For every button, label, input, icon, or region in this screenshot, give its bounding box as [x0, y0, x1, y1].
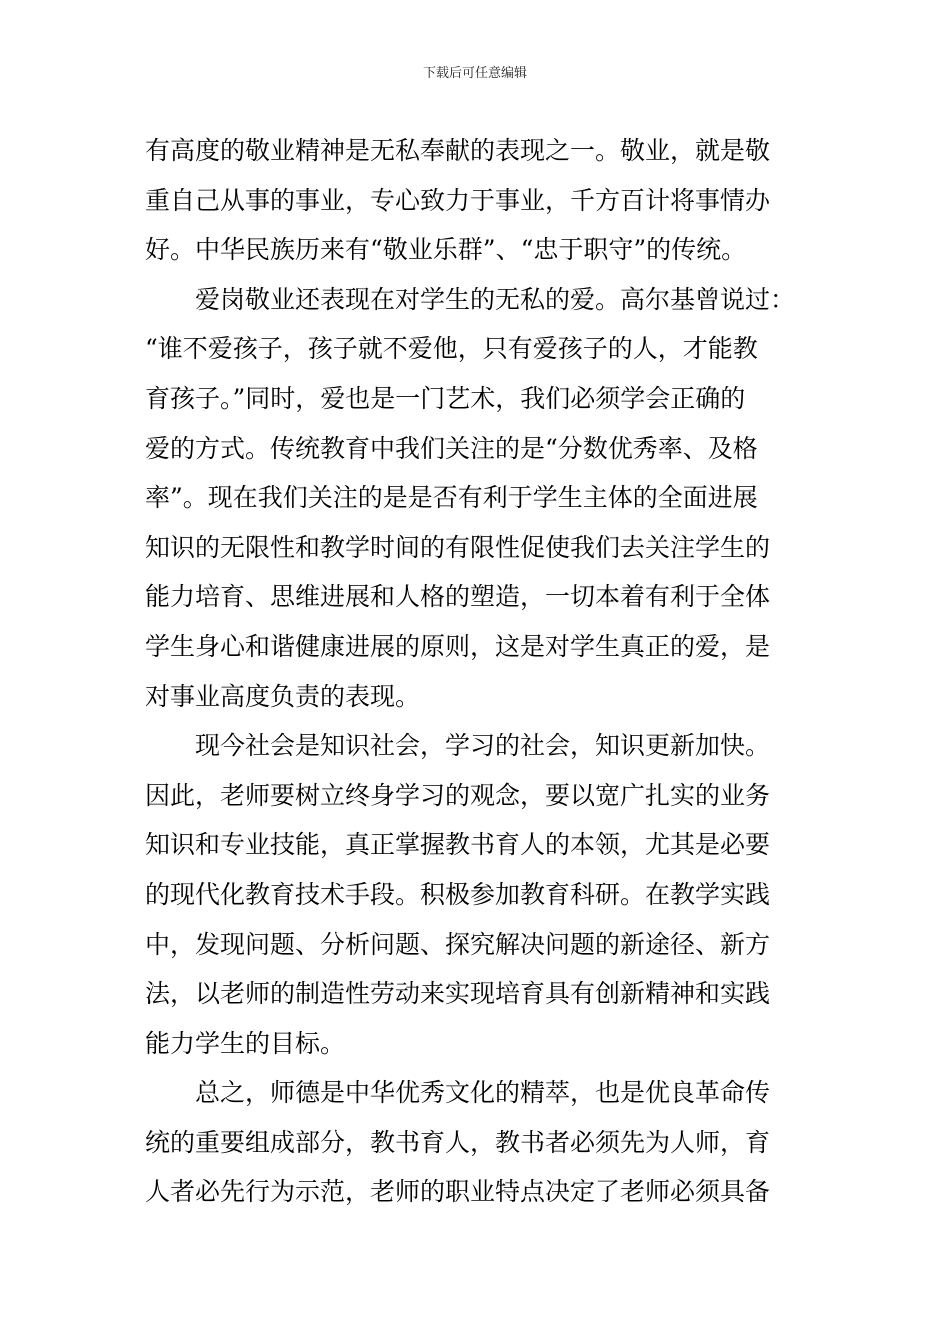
- paragraph-3-line-4: 的现代化教育技术手段。积极参加教育科研。在教学实践: [145, 879, 771, 909]
- paragraph-3-line-3: 知识和专业技能，真正掌握教书育人的本领，尤其是必要: [145, 830, 771, 860]
- paragraph-3-line-7: 能力学生的目标。: [145, 1028, 346, 1058]
- paragraph-3-line-5: 中，发现问题、分析问题、探究解决问题的新途径、新方: [145, 929, 771, 959]
- paragraph-1-line-3: 好。中华民族历来有“敬业乐群”、“忠于职守”的传统。: [145, 235, 747, 265]
- paragraph-2-line-1: 爱岗敬业还表现在对学生的无私的爱。高尔基曾说过：: [195, 284, 796, 314]
- paragraph-2-line-2: “谁不爱孩子，孩子就不爱他，只有爱孩子的人，才能教: [145, 334, 758, 364]
- paragraph-3-line-1: 现今社会是知识社会，学习的社会，知识更新加快。: [195, 731, 771, 761]
- page-header-note: 下载后可任意编辑: [422, 66, 527, 81]
- paragraph-1-line-2: 重自己从事的事业，专心致力于事业，千方百计将事情办: [145, 185, 771, 215]
- paragraph-2-line-8: 学生身心和谐健康进展的原则，这是对学生真正的爱，是: [145, 631, 771, 661]
- paragraph-1-line-1: 有高度的敬业精神是无私奉献的表现之一。敬业，就是敬: [145, 136, 771, 165]
- paragraph-4-line-3: 人者必先行为示范，老师的职业特点决定了老师必须具备: [145, 1177, 771, 1207]
- paragraph-2-line-7: 能力培育、思维进展和人格的塑造，一切本着有利于全体: [145, 582, 771, 612]
- paragraph-3-line-2: 因此，老师要树立终身学习的观念，要以宽广扎实的业务: [145, 780, 771, 810]
- paragraph-2-line-6: 知识的无限性和教学时间的有限性促使我们去关注学生的: [145, 532, 771, 562]
- paragraph-2-line-5: 率”。现在我们关注的是是否有利于学生主体的全面进展: [145, 483, 758, 513]
- paragraph-2-line-3: 育孩子。”同时，爱也是一门艺术，我们必须学会正确的: [145, 383, 746, 413]
- paragraph-3-line-6: 法，以老师的制造性劳动来实现培育具有创新精神和实践: [145, 979, 771, 1009]
- paragraph-4-line-1: 总之，师德是中华优秀文化的精萃，也是优良革命传: [195, 1078, 771, 1108]
- document-body: [145, 126, 810, 1217]
- paragraph-2-line-4: 爱的方式。传统教育中我们关注的是“分数优秀率、及格: [145, 433, 758, 463]
- paragraph-2-line-9: 对事业高度负责的表现。: [145, 681, 421, 711]
- paragraph-4-line-2: 统的重要组成部分，教书育人，教书者必须先为人师，育: [145, 1127, 771, 1157]
